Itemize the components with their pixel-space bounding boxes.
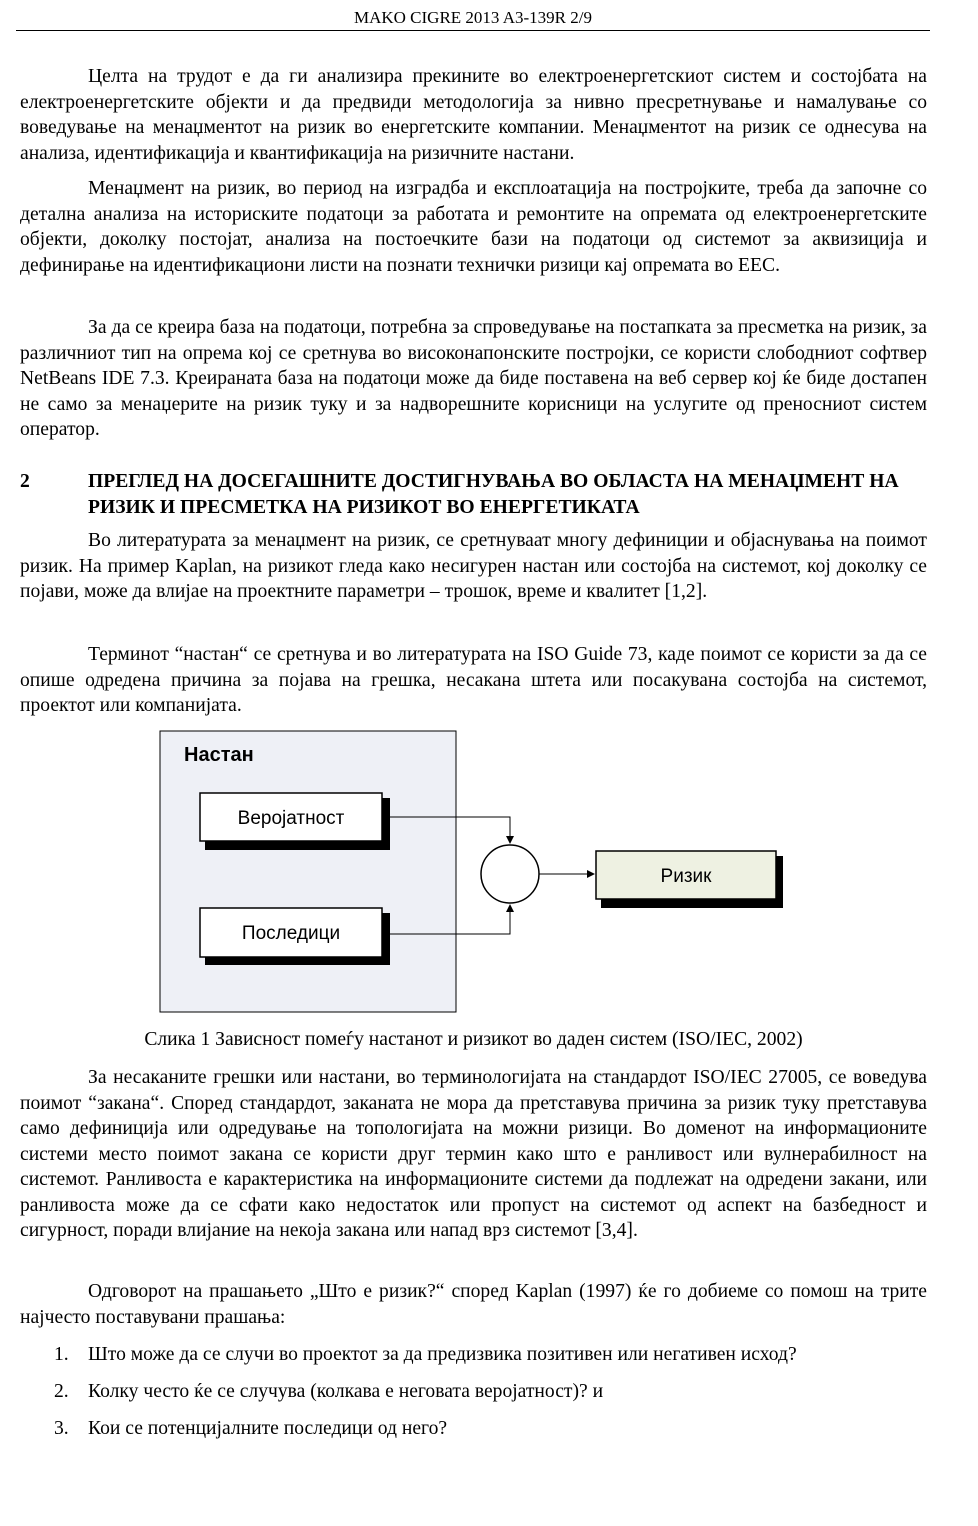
paragraph-event-term: Терминот “настан“ се сретнува и во литературата на ISO Guide 73, каде поимот се користи за да се опише одредена причина за појава на грешка, несакана штета или посакувана состојба на системот, проектот или компанијата.	[20, 644, 927, 716]
event-group-box	[160, 731, 456, 1012]
page-header: MAKO CIGRE 2013 A3-139R 2/9	[16, 8, 930, 31]
consequences-label: Последици	[241, 923, 341, 944]
combiner-circle	[481, 845, 539, 903]
paragraph-aim: Целта на трудот е да ги анализира прекините во електроенергетскиот систем и состојбата на електроенергетските објекти и да предвиди методологија за нивно пресретнување и намалување со воведување на менаџментот на ризик во енергетските компании. Менаџментот на ризик се однесува на анализа, идентификација и квантификација на ризичните настани.	[20, 66, 927, 164]
list-item	[54, 1342, 924, 1368]
event-group-label: Настан	[184, 744, 254, 766]
section-number: 2	[20, 471, 30, 492]
risk-label: Ризик	[660, 866, 712, 887]
list-item	[54, 1416, 924, 1442]
list-item-text: Колку често ќе се случува (колкава е неговата веројатност)? и	[88, 1381, 604, 1402]
paragraph-database: За да се креира база на податоци, потребна за спроведување на постапката за пресметка на ризик, за различниот тип на опрема кој се сретнува во високонапонските постројки, се користи слободниот софтвер NetBeans IDE 7.3. Креираната база на податоци може да биде поставена на веб сервер кој ќе биде достапен не само за менаџерите на ризик туку и за надворешните корисници на услугите од преносниот систем оператор.	[20, 317, 927, 440]
list-item	[54, 1379, 924, 1405]
paragraph-threat: За несаканите грешки или настани, во терминологијата на стандардот ISO/IEC 27005, се воведува поимот “закана“. Според стандардот, заканата не мора да претставува причина за ризик туку претставува само дефиниција или одредување на топологијата на можни ризици. Во доменот на информационите системи место поимот закана се користи друг термин како што е ранливост или вулнерабилност на системот. Ранливоста е карактеристика на информационите системи да подлежат на одредени закани, или ранливоста може да се сфати како недостаток или пропуст на системот од аспект на базбедност и сигурност, поради влијание на некоја закана или напад врз системот [3,4].	[20, 1067, 927, 1241]
list-item-text: Кои се потенцијалните последици од него?	[88, 1418, 448, 1439]
list-item-text: Што може да се случи во проектот за да предизвика позитивен или негативен исход?	[88, 1344, 797, 1365]
figure-caption: Слика 1 Зависност помеѓу настанот и ризикот во даден систем (ISO/IEC, 2002)	[144, 1029, 803, 1050]
paragraph-risk-management: Менаџмент на ризик, во период на изградба и експлоатација на постројките, треба да започне со детална анализа на историските податоци за работата и ремонтите на опремата од електроенергетските објекти, доколку постојат, анализа на постоечките бази на податоци од системот за аквизиција и дефинирање на идентификациони листи на познати технички ризици кај опремата во ЕЕС.	[20, 178, 927, 276]
paragraph-literature: Во литературата за менаџмент на ризик, се сретнуваат многу дефиниции и објаснувања на поимот ризик. На пример Kaplan, на ризикот гледа како несигурен настан или состојба на системот, кој доколку се појави, може да влијае на проектните параметри – трошок, време и квалитет [1,2].	[20, 530, 927, 602]
list-item-number: 2.	[54, 1381, 69, 1402]
section-title: ПРЕГЛЕД НА ДОСЕГАШНИТЕ ДОСТИГНУВАЊА ВО ОБЛАСТА НА МЕНАЏМЕНТ НА РИЗИК И ПРЕСМЕТКА НА РИЗИКОТ ВО ЕНЕРГЕТИКАТА	[88, 471, 899, 518]
probability-label: Веројатност	[237, 808, 345, 829]
paragraph-question: Одговорот на прашањето „Што е ризик?“ според Kaplan (1997) ќе го добиеме со помош на трите најчесто поставувани прашања:	[20, 1281, 927, 1328]
list-item-number: 1.	[54, 1344, 69, 1365]
list-item-number: 3.	[54, 1418, 69, 1439]
